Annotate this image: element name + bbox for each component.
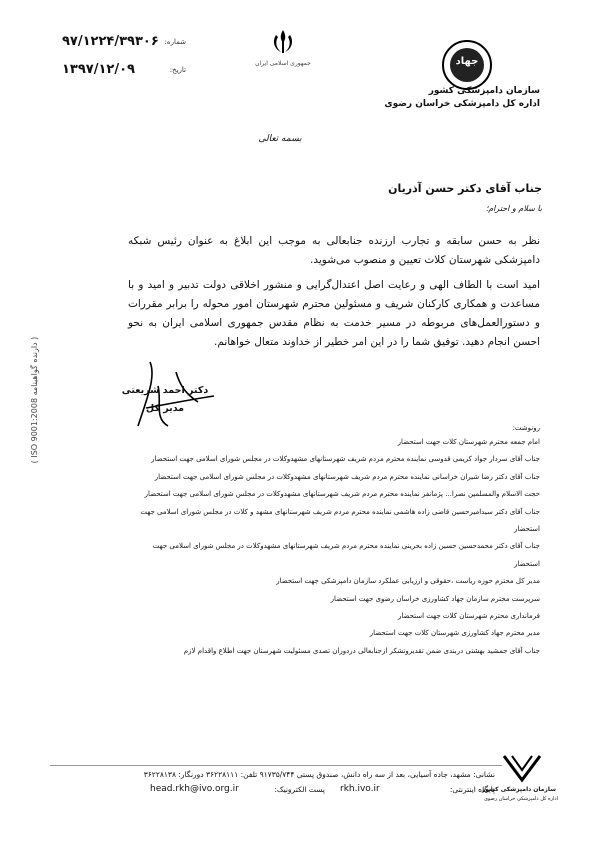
- letter-date-value: ۱۳۹۷/۱۲/۰۹: [62, 62, 135, 77]
- cc-heading: رونوشت:: [512, 424, 540, 432]
- iso-certificate-note: ( ISO 9001:2008 دارنده گواهینامه ): [30, 336, 39, 464]
- jihad-logo: [442, 40, 492, 90]
- cc-line: استحضار: [513, 559, 540, 568]
- cc-line: مدیر محترم جهاد کشاورزی شهرستان کلات جهت استحضار: [369, 629, 540, 638]
- website-link[interactable]: rkh.ivo.ir: [340, 784, 380, 794]
- cc-line: مدیر کل محترم حوزه ریاست ،حقوقی و ارزیابی عملکرد سازمان دامپزشکی جهت استحضار: [276, 577, 540, 586]
- footer-logo-text: سازمان دامپزشکی کشور: [481, 786, 556, 793]
- letter-number: [62, 34, 186, 52]
- footer-address: نشانی: مشهد، جاده آسیایی، بعد از سه راه دانش، صندوق پستی ۹۱۷۳۵/۷۴۴ تلفن: ۳۶۲۲۸۱۱۱ دورنگار: ۳۶۲۲۸۱۳۸: [143, 770, 495, 779]
- letter-number-label: شماره:: [164, 38, 186, 46]
- signer-title: مدیر کل: [145, 403, 185, 414]
- iran-emblem-icon: [268, 27, 298, 57]
- cc-line: حجت الاسلام والمسلمین نصرا... پژمانفر نماینده محترم مردم شریف شهرستانهای مشهدوکلات در مجلس شورای اسلامی جهت استحضار: [144, 490, 540, 499]
- cc-line: استحضار: [513, 525, 540, 534]
- email-label: پست الکترونیک:: [274, 785, 325, 794]
- cc-line: فرمانداری محترم شهرستان کلات جهت استحضار: [398, 612, 540, 621]
- recipient: جناب آقای دکتر حسن آذریان: [388, 182, 542, 195]
- signer-name: دکتر احمد شریعتی: [121, 385, 209, 396]
- letter-number-value: ۹۷/۱۲۲۴/۳۹۳۰۶: [62, 34, 159, 49]
- letter-date-label: تاریخ:: [169, 66, 186, 74]
- signature: [128, 356, 218, 436]
- paragraph-wishes: امید است با الطاف الهی و رعایت اصل اعتدال‌گرایی و منشور اخلاقی دولت تدبیر و امید و با مساعدت و همکاری کارکنان شریف و مسئولین محترم شهرستان امور محوله را برابر مقررات و دستورالعمل‌های مربوطه در مسیر خدمت به نظام مقدس جمهوری اسلامی ایران به نحو احسن انجام دهید. توفیق شما را در این امر خطیر از خداوند متعال خواهانم.: [128, 279, 540, 348]
- cc-list: [54, 434, 540, 660]
- cc-line: جناب آقای دکتر رضا شیران خراسانی نماینده محترم مردم شریف شهرستانهای مشهدوکلات در مجلس شورای اسلامی جهت استحضار: [154, 472, 540, 481]
- email-link[interactable]: head.rkh@ivo.org.ir: [150, 784, 239, 794]
- cc-line: جناب آقای دکتر محمدحسین حسین زاده بحرینی نماینده محترم مردم شریف شهرستانهای مشهدوکلات در مجلس شورای اسلامی جهت: [152, 542, 540, 551]
- basmala: بسمه تعالی: [258, 134, 302, 144]
- footer-logo-subtext: اداره کل دامپزشکی خراسان رضوی: [483, 796, 559, 802]
- footer-contacts: [150, 785, 495, 797]
- cc-line: جناب آقای جمشید بهشتی دربندی ضمن تقدیروتشکر ازجنابعالی دردوران تصدی مسئولیت شهرستان جهت اطلاع واقدام لازم: [183, 646, 540, 655]
- letter-date: [62, 62, 186, 80]
- vet-org-logo: [500, 752, 544, 784]
- website-label: پایگاه اینترنتی:: [449, 785, 495, 794]
- cc-line: جناب آقای دکتر سیدامیرحسین قاضی زاده هاشمی نماینده محترم مردم شریف شهرستانهای مشهد و کلات در مجلس شورای اسلامی جهت: [140, 507, 540, 516]
- org-name: سازمان دامپزشکی کشور: [428, 86, 540, 96]
- republic-caption: جمهوری اسلامی ایران: [255, 60, 311, 67]
- cc-line: سرپرست محترم سازمان جهاد کشاورزی خراسان رضوی جهت استحضار: [330, 594, 540, 603]
- cc-line: جناب آقای سردار جواد کریمی قدوسی نماینده محترم مردم شریف شهرستانهای مشهدوکلات در مجلس شورای اسلامی جهت استحضار: [151, 455, 540, 464]
- org-department: اداره کل دامپزشکی خراسان رضوی: [384, 99, 540, 109]
- paragraph-appointment: نظر به حسن سابقه و تجارب ارزنده جنابعالی به موجب این ابلاغ به عنوان رئیس شبکه دامپزشکی شهرستان کلات تعیین و منصوب می‌شوید.: [128, 235, 540, 266]
- jihad-logo-text: جهاد: [455, 56, 479, 67]
- footer-divider: [50, 765, 502, 766]
- greeting: با سلام و احترام؛: [485, 204, 542, 213]
- cc-line: امام جمعه محترم شهرستان کلات جهت استحضار: [397, 438, 540, 446]
